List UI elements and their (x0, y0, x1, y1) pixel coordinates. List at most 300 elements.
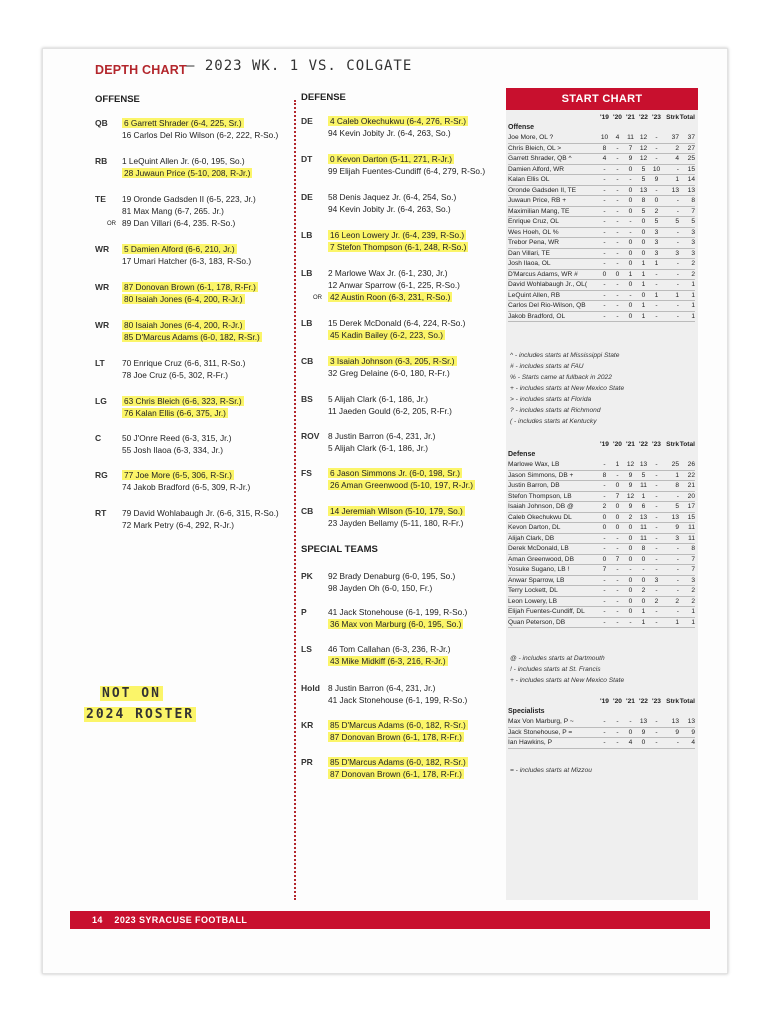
column-header: Strk (666, 441, 679, 448)
position-label: WR (95, 244, 110, 254)
value-cell: 25 (687, 155, 695, 162)
position-label: Hold (301, 683, 320, 693)
value-cell: 1 (675, 176, 679, 183)
value-cell: - (655, 471, 658, 479)
value-cell: 8 (641, 197, 646, 204)
value-cell: 9 (641, 728, 646, 736)
position-label: C (95, 433, 102, 443)
position-label: P (301, 607, 307, 617)
player-text: 58 Denis Jaquez Jr. (6-4, 254, So.) (328, 192, 457, 202)
position-label: PK (301, 571, 313, 581)
value-cell: 13 (639, 186, 648, 194)
player-entry (122, 444, 223, 456)
or-marker: OR (313, 295, 322, 301)
player-text: 70 Enrique Cruz (6-6, 311, R-So.) (122, 358, 246, 368)
player-entry (328, 115, 468, 127)
value-cell: 0 (628, 239, 633, 246)
value-cell: - (676, 576, 679, 584)
value-cell: 1 (641, 618, 646, 626)
value-cell: - (676, 281, 679, 288)
column-header: '22 (639, 114, 648, 121)
table-row (508, 154, 695, 165)
value-cell: 1 (641, 302, 646, 309)
footnote: + - includes starts at New Mexico State (510, 385, 625, 392)
value-cell: - (676, 545, 679, 552)
value-cell: - (603, 608, 606, 615)
value-cell: 1 (691, 291, 695, 299)
player-text: 72 Mark Petry (6-4, 292, R-Jr.) (122, 520, 235, 530)
player-name-cell: Jakob Bradford, OL (508, 312, 566, 320)
table-row (508, 259, 695, 270)
value-cell: - (616, 291, 619, 299)
specialists-start-table (508, 698, 695, 749)
value-cell: - (676, 197, 679, 204)
value-cell: 13 (687, 718, 695, 725)
value-cell: - (603, 218, 606, 225)
player-entry (328, 606, 467, 618)
player-entry (328, 229, 466, 241)
column-header: Total (679, 114, 695, 121)
value-cell: - (616, 608, 619, 615)
value-cell: 27 (687, 144, 695, 152)
column-header: '20 (613, 698, 622, 705)
value-cell: 1 (615, 461, 620, 468)
value-cell: - (616, 587, 619, 594)
player-text: 11 Jaeden Gould (6-2, 205, R-Fr.) (328, 406, 452, 416)
value-cell: 0 (615, 482, 620, 489)
table-row (508, 586, 695, 597)
table-row (508, 523, 695, 534)
value-cell: 0 (628, 728, 633, 736)
table-row (508, 196, 695, 207)
player-text: 87 Donovan Brown (6-1, 178, R-Fr.) (330, 732, 462, 742)
player-text: 79 David Wohlabaugh Jr. (6-6, 315, R-So.) (122, 508, 279, 518)
value-cell: 5 (675, 503, 679, 510)
value-cell: 3 (654, 239, 659, 246)
value-cell: 0 (615, 524, 620, 531)
player-name-cell: Marlowe Wax, LB (508, 461, 560, 468)
value-cell: 0 (654, 197, 659, 204)
value-cell: - (676, 587, 679, 594)
value-cell: - (655, 566, 658, 573)
value-cell: - (616, 302, 619, 309)
value-cell: 0 (628, 576, 633, 584)
player-text: 28 Juwaun Price (5-10, 208, R-Jr.) (124, 168, 251, 178)
table-row (508, 576, 695, 587)
value-cell: - (655, 144, 658, 152)
player-text: 1 LeQuint Allen Jr. (6-0, 195, So.) (122, 156, 245, 166)
player-entry (328, 127, 451, 139)
value-cell: - (676, 260, 679, 267)
player-name-cell: Trebor Pena, WR (508, 239, 560, 246)
value-cell: - (603, 165, 606, 173)
position-label: LB (301, 268, 313, 278)
value-cell: - (603, 197, 606, 204)
table-row (508, 270, 695, 281)
player-text: 78 Joe Cruz (6-5, 302, R-Fr.) (122, 370, 229, 380)
value-cell: - (655, 513, 658, 521)
column-header: '20 (613, 441, 622, 448)
value-cell: 1 (691, 312, 695, 320)
column-header: '22 (639, 441, 648, 448)
value-cell: 0 (628, 534, 633, 542)
player-name-cell: Jack Stonehouse, P = (508, 728, 573, 736)
value-cell: 37 (671, 134, 679, 141)
table-row (508, 249, 695, 260)
player-name-cell: Juwaun Price, RB + (508, 197, 567, 204)
player-entry (328, 505, 465, 517)
player-entry (122, 129, 278, 141)
footnote: ! - includes starts at St. Francis (510, 666, 601, 673)
value-cell: 14 (687, 176, 695, 183)
player-entry (122, 469, 234, 481)
player-text: 63 Chris Bleich (6-6, 323, R-Sr.) (124, 396, 242, 406)
column-divider (294, 100, 296, 900)
column-header: '23 (652, 114, 661, 121)
player-name-cell: Quan Peterson, DB (508, 618, 566, 626)
value-cell: 0 (615, 503, 620, 510)
player-name-cell: Jason Simmons, DB + (508, 471, 574, 479)
value-cell: 11 (627, 134, 634, 141)
value-cell: - (676, 270, 679, 278)
player-entry (328, 153, 454, 165)
value-cell: 13 (671, 513, 679, 521)
value-cell: - (616, 186, 619, 194)
table-row (508, 555, 695, 566)
player-name-cell: Leon Lowery, LB (508, 597, 557, 605)
position-label: RB (95, 156, 108, 166)
player-entry (122, 243, 237, 255)
player-entry (122, 357, 245, 369)
value-cell: 13 (639, 461, 648, 468)
player-text: 14 Jeremiah Wilson (5-10, 179, So.) (330, 506, 463, 516)
player-text: 6 Jason Simmons Jr. (6-0, 198, Sr.) (330, 468, 461, 478)
player-text: 4 Caleb Okechukwu (6-4, 276, R-Sr.) (330, 116, 467, 126)
value-cell: 13 (687, 186, 695, 194)
player-entry (122, 193, 256, 205)
header-spacer (508, 441, 598, 451)
player-name-cell: Dan Villari, TE (508, 249, 550, 257)
value-cell: 7 (691, 566, 695, 573)
defense-notes (510, 653, 624, 686)
value-cell: - (603, 228, 606, 236)
value-cell: - (642, 566, 645, 573)
footnote: = - includes starts at Mizzou (510, 767, 592, 774)
table-row (508, 544, 695, 555)
player-text: 74 Jakob Bradford (6-5, 309, R-Jr.) (122, 482, 251, 492)
player-entry (328, 756, 468, 768)
value-cell: - (655, 281, 658, 288)
player-entry (328, 694, 467, 706)
value-cell: 0 (641, 576, 646, 584)
player-entry (328, 241, 468, 253)
player-text: 5 Alijah Clark (6-1, 186, Jr.) (328, 394, 429, 404)
column-header: '23 (652, 441, 661, 448)
value-cell: 6 (641, 503, 646, 510)
value-cell: 0 (641, 291, 646, 299)
player-entry (122, 481, 250, 493)
value-cell: - (629, 176, 632, 183)
player-text: 81 Max Mang (6-7, 265. Jr.) (122, 206, 224, 216)
value-cell: - (655, 186, 658, 194)
value-cell: 5 (654, 218, 659, 225)
player-entry (328, 279, 460, 291)
value-cell: 5 (641, 165, 646, 173)
value-cell: 12 (639, 144, 648, 152)
value-cell: - (616, 312, 619, 320)
value-cell: - (655, 461, 658, 468)
value-cell: 1 (675, 471, 679, 479)
value-cell: - (603, 176, 606, 183)
position-label: FS (301, 468, 312, 478)
player-text: 5 Damien Alford (6-6, 210, Jr.) (124, 244, 235, 254)
value-cell: - (616, 144, 619, 152)
value-cell: 20 (687, 492, 695, 500)
player-name-cell: Stefon Thompson, LB (508, 492, 572, 500)
handwritten-note-line1: NOT ON (102, 686, 161, 701)
table-row (508, 186, 695, 197)
value-cell: - (676, 312, 679, 320)
value-cell: - (616, 281, 619, 288)
player-name-cell: Joe More, OL ? (508, 134, 554, 141)
value-cell: - (616, 176, 619, 183)
value-cell: - (676, 566, 679, 573)
value-cell: - (676, 165, 679, 173)
footnote: @ - includes starts at Dartmouth (510, 655, 605, 662)
value-cell: - (616, 618, 619, 626)
value-cell: 2 (675, 144, 679, 152)
player-entry (122, 117, 244, 129)
player-entry (328, 367, 450, 379)
player-entry (122, 155, 245, 167)
value-cell: - (655, 718, 658, 725)
player-name-cell: Kevon Darton, DL (508, 524, 561, 531)
player-entry (122, 507, 279, 519)
value-cell: 12 (639, 134, 648, 141)
player-text: 43 Mike Midkiff (6-3, 216, R-Jr.) (330, 656, 446, 666)
player-text: 50 J'Onre Reed (6-3, 315, Jr.) (122, 433, 232, 443)
player-text: 87 Donovan Brown (6-1, 178, R-Fr.) (330, 769, 462, 779)
value-cell: 5 (675, 218, 679, 225)
value-cell: 0 (602, 555, 607, 563)
value-cell: - (676, 228, 679, 236)
player-text: 76 Kalan Ellis (6-6, 375, Jr.) (124, 408, 226, 418)
table-caption: Specialists (508, 708, 545, 715)
player-text: 77 Joe More (6-5, 306, R-Sr.) (124, 470, 232, 480)
table-header (508, 114, 695, 124)
player-text: 8 Justin Barron (6-4, 231, Jr.) (328, 683, 436, 693)
value-cell: - (655, 545, 658, 552)
player-text: 98 Jayden Oh (6-0, 150, Fr.) (328, 583, 433, 593)
player-name-cell: Chris Bleich, OL > (508, 144, 562, 152)
player-name-cell: LeQuint Allen, RB (508, 291, 561, 299)
value-cell: - (603, 260, 606, 267)
value-cell: 8 (602, 471, 607, 479)
value-cell: - (616, 218, 619, 225)
value-cell: - (629, 566, 632, 573)
player-entry (122, 319, 245, 331)
value-cell: - (616, 165, 619, 173)
value-cell: - (676, 302, 679, 309)
table-row (508, 238, 695, 249)
player-entry (328, 165, 485, 177)
specialists-notes (510, 765, 592, 776)
value-cell: - (616, 739, 619, 746)
column-header: '23 (652, 698, 661, 705)
or-marker: OR (107, 221, 116, 227)
value-cell: - (603, 587, 606, 594)
value-cell: - (676, 608, 679, 615)
value-cell: - (629, 618, 632, 626)
value-cell: 3 (691, 576, 695, 584)
table-row (508, 565, 695, 576)
position-label: WR (95, 282, 110, 292)
table-row (508, 228, 695, 239)
player-entry (107, 217, 236, 229)
table-row (508, 618, 695, 629)
value-cell: - (616, 718, 619, 725)
player-name-cell: Terry Lockett, DL (508, 587, 558, 594)
value-cell: - (655, 302, 658, 309)
value-cell: 8 (602, 144, 607, 152)
start-chart-heading: START CHART (506, 88, 698, 110)
column-header: '22 (639, 698, 648, 705)
value-cell: 0 (641, 249, 646, 257)
offense-start-table (508, 114, 695, 322)
player-entry (313, 291, 452, 303)
player-name-cell: Oronde Gadsden II, TE (508, 186, 577, 194)
table-caption: Defense (508, 451, 536, 458)
value-cell: 13 (671, 718, 679, 725)
position-label: CB (301, 506, 314, 516)
value-cell: 0 (628, 249, 633, 257)
value-cell: 3 (654, 249, 659, 257)
column-header: Total (679, 698, 695, 705)
player-entry (328, 442, 428, 454)
value-cell: 0 (641, 555, 646, 563)
player-entry (122, 395, 244, 407)
value-cell: - (616, 597, 619, 605)
table-row (508, 207, 695, 218)
value-cell: - (603, 281, 606, 288)
value-cell: 15 (687, 513, 695, 521)
player-entry (122, 432, 232, 444)
table-row (508, 291, 695, 302)
value-cell: 0 (628, 165, 633, 173)
value-cell: - (676, 739, 679, 746)
value-cell: 22 (687, 471, 695, 479)
value-cell: 1 (641, 608, 646, 615)
value-cell: - (655, 555, 658, 563)
player-text: 85 D'Marcus Adams (6-0, 182, R-Sr.) (330, 720, 466, 730)
value-cell: - (629, 718, 632, 725)
value-cell: - (616, 728, 619, 736)
player-entry (122, 281, 258, 293)
value-cell: - (603, 718, 606, 725)
value-cell: 0 (602, 524, 607, 531)
value-cell: 0 (602, 513, 607, 521)
player-entry (328, 655, 448, 667)
value-cell: 12 (626, 492, 635, 500)
special-teams-heading: SPECIAL TEAMS (301, 544, 378, 555)
value-cell: - (616, 249, 619, 257)
position-label: DE (301, 116, 313, 126)
position-label: ROV (301, 431, 320, 441)
value-cell: 3 (691, 249, 695, 257)
position-label: LS (301, 644, 312, 654)
player-name-cell: Maximilian Mang, TE (508, 207, 570, 215)
table-row (508, 280, 695, 291)
player-text: 80 Isaiah Jones (6-4, 200, R-Jr.) (124, 294, 243, 304)
value-cell: - (603, 312, 606, 320)
footnote: % - Starts came at fullback in 2022 (510, 374, 612, 381)
value-cell: 8 (691, 545, 695, 552)
value-cell: 0 (628, 260, 633, 267)
footnote: ( - includes starts at Kentucky (510, 418, 597, 425)
value-cell: 13 (639, 513, 648, 521)
handwritten-heading: — 2023 WK. 1 VS. COLGATE (186, 58, 413, 74)
value-cell: 9 (628, 482, 633, 489)
table-row (508, 217, 695, 228)
player-name-cell: Kalan Ellis OL (508, 176, 550, 183)
value-cell: - (616, 239, 619, 246)
player-text: 85 D'Marcus Adams (6-0, 182, R-Sr.) (124, 332, 260, 342)
value-cell: 1 (691, 608, 695, 615)
position-label: DT (301, 154, 313, 164)
value-cell: 0 (628, 302, 633, 309)
value-cell: 13 (671, 186, 679, 194)
player-name-cell: Max Von Marburg, P ~ (508, 718, 574, 725)
value-cell: 3 (691, 228, 695, 236)
value-cell: - (655, 482, 658, 489)
defense-heading: DEFENSE (301, 92, 346, 103)
player-text: 8 Justin Barron (6-4, 231, Jr.) (328, 431, 436, 441)
value-cell: 15 (687, 165, 695, 173)
table-row (508, 513, 695, 524)
player-entry (328, 355, 457, 367)
value-cell: 1 (654, 291, 659, 299)
player-text: 80 Isaiah Jones (6-4, 200, R-Jr.) (124, 320, 243, 330)
value-cell: - (603, 728, 606, 736)
value-cell: 4 (691, 739, 695, 746)
value-cell: 9 (628, 503, 633, 510)
value-cell: 2 (602, 503, 607, 510)
value-cell: 9 (654, 176, 659, 183)
defense-start-table (508, 441, 695, 628)
value-cell: - (603, 461, 606, 468)
value-cell: 5 (641, 207, 646, 215)
value-cell: 9 (628, 471, 633, 479)
player-entry (328, 682, 435, 694)
value-cell: 1 (675, 291, 679, 299)
page-footer (70, 911, 710, 929)
player-name-cell: Carlos Del Rio-Wilson, QB (508, 302, 586, 309)
value-cell: - (616, 471, 619, 479)
value-cell: - (616, 197, 619, 204)
value-cell: 2 (654, 207, 659, 215)
value-cell: 3 (654, 576, 659, 584)
table-row (508, 492, 695, 503)
value-cell: 0 (615, 270, 620, 278)
value-cell: 7 (691, 555, 695, 563)
value-cell: - (655, 587, 658, 594)
value-cell: 0 (641, 218, 646, 225)
player-entry (328, 191, 456, 203)
table-row (508, 607, 695, 618)
value-cell: - (655, 608, 658, 615)
position-label: BS (301, 394, 313, 404)
table-row (508, 597, 695, 608)
